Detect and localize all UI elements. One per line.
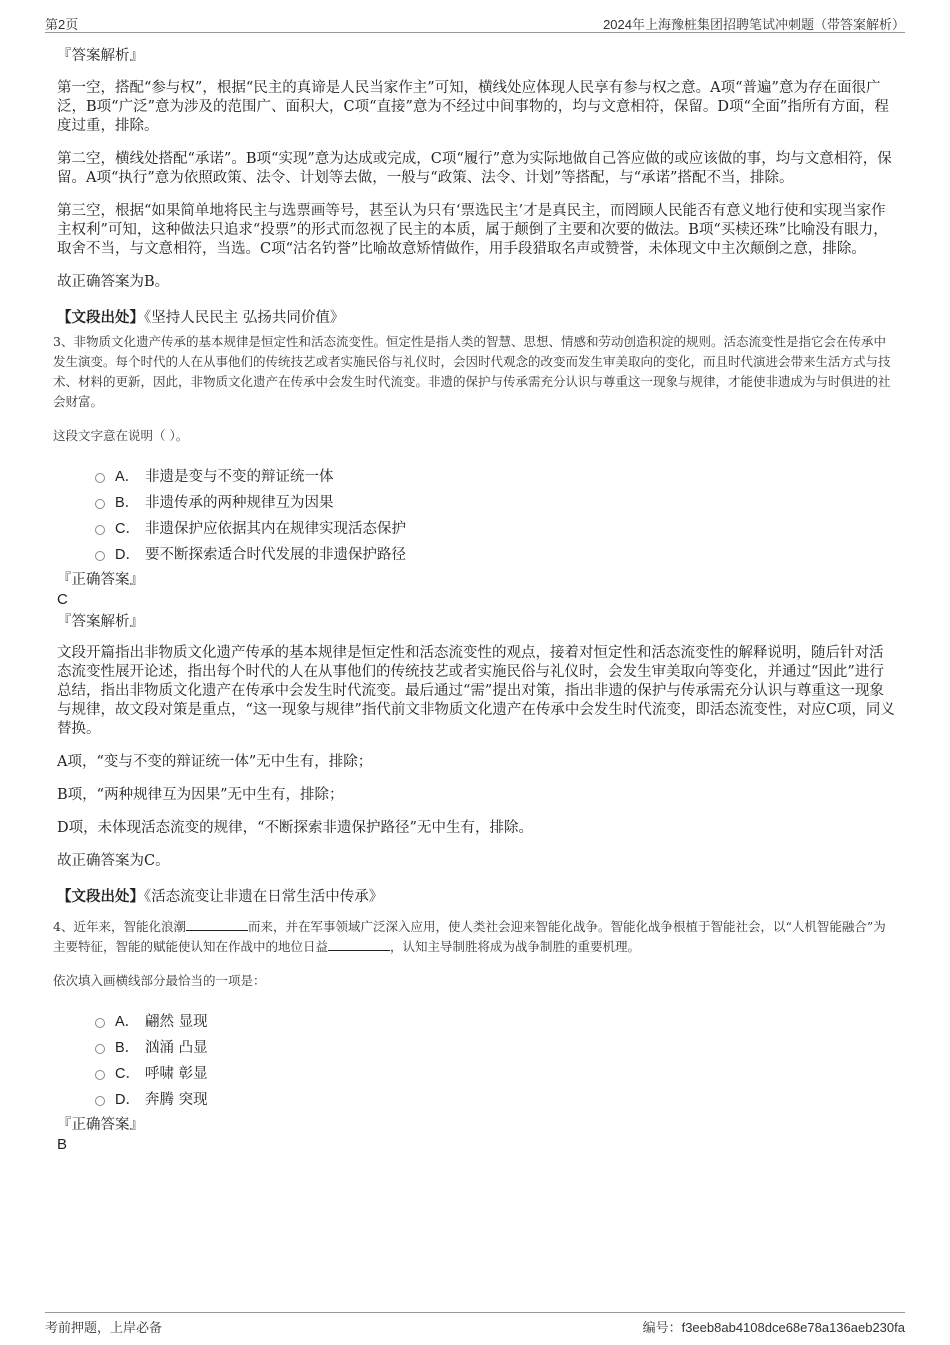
q4-options xyxy=(95,1007,895,1111)
radio-icon[interactable] xyxy=(95,551,105,561)
q4-option-d[interactable]: D． 奔腾 突现 xyxy=(95,1085,895,1111)
q3-source-label: 【文段出处】 xyxy=(57,888,144,905)
q4-answer: B xyxy=(57,1136,68,1153)
q3-answer-label: 『正确答案』 xyxy=(57,572,144,588)
radio-icon[interactable] xyxy=(95,1044,105,1054)
q3-conclusion: 故正确答案为C。 xyxy=(57,853,170,869)
q3-stem: 3、非物质文化遗产传承的基本规律是恒定性和活态流变性。恒定性是指人类的智慧、思想、情感和劳动创造积淀的规则。活态流变性是指它会在传承中发生演变。每个时代的人在从事他们的传统技艺或者实施民俗与礼仪时，会因时代观念的改变而发生审美取向的变化，而且时代演进会带来生活方式与技术、材料的更新，因此，非物质文化遗产在传承中会发生时代流变。非遗的保护与传承需充分认识与尊重这一现象与规律，才能使非遗成为与时俱进的社会财富。 xyxy=(53,334,891,409)
q3-analysis-a: A项，“变与不变的辩证统一体”无中生有，排除； xyxy=(57,754,373,770)
q4-option-a[interactable]: A． 翩然 显现 xyxy=(95,1007,895,1033)
radio-icon[interactable] xyxy=(95,1070,105,1080)
q3-analysis-b: B项，“两种规律互为因果”无中生有，排除； xyxy=(57,787,344,803)
footer-code: 编号：f3eeb8ab4108dce68e78a136aeb230fa xyxy=(642,1320,905,1335)
q3-question: 这段文字意在说明（ ）。 xyxy=(53,428,189,443)
footer-slogan: 考前押题，上岸必备 xyxy=(45,1320,163,1335)
page-number: 第2页 xyxy=(45,17,79,32)
q4-option-b[interactable]: B． 汹涌 凸显 xyxy=(95,1033,895,1059)
radio-icon[interactable] xyxy=(95,525,105,535)
q4-option-c[interactable]: C． 呼啸 彰显 xyxy=(95,1059,895,1085)
q4-stem: 4、近年来，智能化浪潮 而来，并在军事领域广泛深入应用，使人类社会迎来智能化战争。智能化战争根植于智能社会，以“人机智能融合”为主要特征，智能的赋能使认知在作战中的地位日益 ，认知主导制胜将成为战争制胜的重要机理。 xyxy=(53,919,886,954)
q3-option-c[interactable]: C． 非遗保护应依据其内在规律实现活态保护 xyxy=(95,514,895,540)
q3-answer: C xyxy=(57,591,68,608)
q2-analysis-p3: 第三空，根据“如果简单地将民主与选票画等号，甚至认为只有‘票选民主’才是真民主，而罔顾人民能否有意义地行使和实现当家作主权利”可知，这种做法只追求“投票”的形式而忽视了民主的本质，属于颠倒了主要和次要的做法。B项“买椟还珠”比喻没有眼力，取舍不当，与文意相符，当选。C项“沽名钓誉”比喻故意矫情做作，用手段猎取名声或赞誉，未体现文中主次颠倒之意，排除。 xyxy=(57,203,888,257)
radio-icon[interactable] xyxy=(95,1018,105,1028)
blank-line xyxy=(328,938,390,951)
blank-line xyxy=(186,918,248,931)
radio-icon[interactable] xyxy=(95,499,105,509)
q4-answer-label: 『正确答案』 xyxy=(57,1117,144,1133)
q2-analysis-p1: 第一空，搭配“参与权”，根据“民主的真谛是人民当家作主”可知，横线处应体现人民享有参与权之意。A项“普遍”意为存在面很广泛，B项“广泛”意为涉及的范围广、面积大，C项“直接”意为不经过中间事物的，均与文意相符，保留。D项“全面”指所有方面，程度过重，排除。 xyxy=(57,80,889,134)
document-title: 2024年上海豫桩集团招聘笔试冲刺题（带答案解析） xyxy=(603,17,905,32)
q3-option-b[interactable]: B． 非遗传承的两种规律互为因果 xyxy=(95,488,895,514)
q4-question: 依次填入画横线部分最恰当的一项是： xyxy=(53,973,266,988)
q2-source-label: 【文段出处】 xyxy=(57,309,144,326)
q2-analysis-p2: 第二空，横线处搭配“承诺”。B项“实现”意为达成或完成，C项“履行”意为实际地做自己答应做的或应该做的事，均与文意相符，保留。A项“执行”意为依照政策、法令、计划等去做，一般与“政策、法令、计划”等搭配，与“承诺”搭配不当，排除。 xyxy=(57,151,892,186)
q3-source xyxy=(57,887,895,907)
q3-option-d[interactable]: D． 要不断探索适合时代发展的非遗保护路径 xyxy=(95,540,895,566)
document-body xyxy=(53,46,895,1155)
q3-analysis-p1: 文段开篇指出非物质文化遗产传承的基本规律是恒定性和活态流变性的观点，接着对恒定性和活态流变性的解释说明，随后针对活态流变性展开论述，指出每个时代的人在从事他们的传统技艺或者实施民俗与礼仪时，会发生审美取向等变化，并通过“因此”进行总结，指出非物质文化遗产在传承中会发生时代流变。最后通过“需”提出对策，指出非遗的保护与传承需充分认识与尊重这一现象与规律，故文段对策是重点，“这一现象与规律”指代前文非物质文化遗产在传承中会发生时代流变，即活态流变性，对应C项，同义替换。 xyxy=(57,645,895,737)
radio-icon[interactable] xyxy=(95,473,105,483)
q2-source xyxy=(57,308,895,328)
q3-option-a[interactable]: A． 非遗是变与不变的辩证统一体 xyxy=(95,462,895,488)
q3-source-title: 《活态流变让非遗在日常生活中传承》 xyxy=(144,889,384,905)
q3-analysis-d: D项，未体现活态流变的规律，“不断探索非遗保护路径”无中生有，排除。 xyxy=(57,820,533,836)
page-footer xyxy=(45,1312,905,1337)
page-header xyxy=(45,12,905,33)
q2-conclusion: 故正确答案为B。 xyxy=(57,274,170,290)
radio-icon[interactable] xyxy=(95,1096,105,1106)
q2-source-title: 《坚持人民民主 弘扬共同价值》 xyxy=(144,310,345,326)
q3-options xyxy=(95,462,895,566)
q2-analysis-label: 『答案解析』 xyxy=(57,48,144,64)
q3-analysis-label: 『答案解析』 xyxy=(57,614,144,630)
